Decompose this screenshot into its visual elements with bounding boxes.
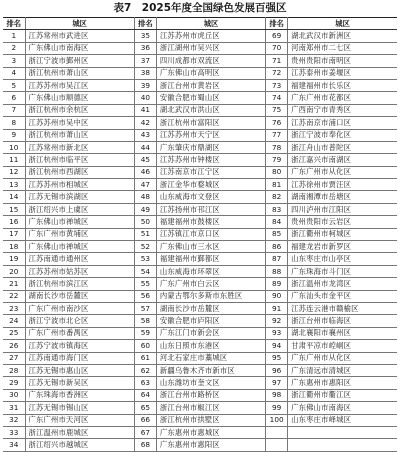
district-cell: 广东广州市从化区 bbox=[288, 352, 397, 364]
district-cell: 浙江温州市鹿城区 bbox=[25, 426, 134, 438]
district-cell: 浙江台州市临海区 bbox=[288, 315, 397, 327]
rank-cell: 39 bbox=[134, 79, 156, 91]
table-row bbox=[3, 402, 397, 414]
district-cell: 浙江杭州市拱墅区 bbox=[156, 414, 265, 426]
rank-cell: 80 bbox=[266, 166, 288, 178]
district-header: 城区 bbox=[288, 18, 397, 30]
rank-cell: 87 bbox=[266, 253, 288, 265]
rank-cell: 46 bbox=[134, 166, 156, 178]
district-cell: 湖北武汉市洪山区 bbox=[156, 104, 265, 116]
district-cell: 广东珠海市斗门区 bbox=[288, 265, 397, 277]
rank-cell: 72 bbox=[266, 67, 288, 79]
rank-cell: 6 bbox=[3, 92, 25, 104]
rank-cell: 93 bbox=[266, 327, 288, 339]
table-row bbox=[3, 228, 397, 240]
table-row bbox=[3, 389, 397, 401]
rank-cell: 48 bbox=[134, 191, 156, 203]
district-cell: 福建龙岩市新罗区 bbox=[288, 241, 397, 253]
table-row bbox=[3, 253, 397, 265]
district-cell: 江苏无锡市锡山区 bbox=[25, 402, 134, 414]
district-cell: 甘肃平凉市崆峒区 bbox=[288, 340, 397, 352]
table-row bbox=[3, 352, 397, 364]
table-title: 表7 2025年度全国绿色发展百强区 bbox=[113, 2, 287, 14]
district-cell: 广东肇庆市鼎湖区 bbox=[156, 141, 265, 153]
district-cell: 河北石家庄市藁城区 bbox=[156, 352, 265, 364]
district-cell: 江苏无锡市新吴区 bbox=[25, 377, 134, 389]
district-cell: 山东枣庄市峄城区 bbox=[288, 414, 397, 426]
rank-cell: 91 bbox=[266, 302, 288, 314]
district-cell: 浙江台州市黄岩区 bbox=[156, 79, 265, 91]
rank-cell: 32 bbox=[3, 414, 25, 426]
rank-cell: 15 bbox=[3, 203, 25, 215]
rank-cell: 16 bbox=[3, 216, 25, 228]
table-row bbox=[3, 302, 397, 314]
rank-cell: 21 bbox=[3, 278, 25, 290]
rank-cell: 41 bbox=[134, 104, 156, 116]
district-cell: 广东汕头市金平区 bbox=[288, 290, 397, 302]
district-cell: 浙江杭州市萧山区 bbox=[25, 67, 134, 79]
district-cell: 广东佛山市禅城区 bbox=[25, 216, 134, 228]
district-cell bbox=[288, 426, 397, 438]
district-cell: 广东佛山市南海区 bbox=[288, 402, 397, 414]
rank-cell: 83 bbox=[266, 203, 288, 215]
district-header: 城区 bbox=[25, 18, 134, 30]
rank-cell: 70 bbox=[266, 42, 288, 54]
rank-cell: 52 bbox=[134, 241, 156, 253]
rank-cell: 5 bbox=[3, 79, 25, 91]
rank-header: 排名 bbox=[134, 18, 156, 30]
table-row bbox=[3, 30, 397, 42]
rank-cell: 88 bbox=[266, 265, 288, 277]
district-cell: 安徽合肥市蜀山区 bbox=[156, 92, 265, 104]
rank-cell: 60 bbox=[134, 340, 156, 352]
district-cell: 广东广州市从化区 bbox=[288, 166, 397, 178]
district-cell: 山东枣庄市山亭区 bbox=[288, 253, 397, 265]
rank-cell: 54 bbox=[134, 265, 156, 277]
district-cell: 浙江台州市路桥区 bbox=[156, 389, 265, 401]
district-cell: 广西南宁市青秀区 bbox=[288, 104, 397, 116]
rank-header: 排名 bbox=[266, 18, 288, 30]
rank-cell: 81 bbox=[266, 179, 288, 191]
rank-cell: 9 bbox=[3, 129, 25, 141]
rank-cell: 28 bbox=[3, 364, 25, 376]
district-cell: 江苏连云港市赣榆区 bbox=[288, 302, 397, 314]
district-cell: 浙江舟山市普陀区 bbox=[288, 141, 397, 153]
rank-cell: 22 bbox=[3, 290, 25, 302]
rank-cell: 30 bbox=[3, 389, 25, 401]
district-cell: 江苏无锡市惠山区 bbox=[25, 364, 134, 376]
rank-cell: 26 bbox=[3, 340, 25, 352]
rank-cell: 55 bbox=[134, 278, 156, 290]
table-row bbox=[3, 315, 397, 327]
district-cell: 浙江金华市婺城区 bbox=[156, 179, 265, 191]
rank-cell: 74 bbox=[266, 92, 288, 104]
table-row bbox=[3, 278, 397, 290]
district-cell: 江苏泰州市姜堰区 bbox=[288, 67, 397, 79]
district-cell: 广东广州市番禺区 bbox=[25, 327, 134, 339]
district-cell: 江苏扬州市邗江区 bbox=[156, 203, 265, 215]
district-cell: 浙江湖州市吴兴区 bbox=[156, 42, 265, 54]
rank-cell: 71 bbox=[266, 55, 288, 67]
district-cell: 浙江衢州市柯城区 bbox=[288, 228, 397, 240]
ranking-table bbox=[3, 17, 397, 452]
rank-cell: 18 bbox=[3, 241, 25, 253]
district-cell: 广东广州市南沙区 bbox=[25, 302, 134, 314]
rank-cell: 69 bbox=[266, 30, 288, 42]
table-row bbox=[3, 414, 397, 426]
district-cell: 广东广州市白云区 bbox=[156, 278, 265, 290]
rank-cell: 64 bbox=[134, 389, 156, 401]
rank-cell: 31 bbox=[3, 402, 25, 414]
district-cell: 湖北襄阳市襄州区 bbox=[288, 327, 397, 339]
district-cell: 山东威海市环翠区 bbox=[156, 265, 265, 277]
rank-cell: 4 bbox=[3, 67, 25, 79]
rank-cell: 1 bbox=[3, 30, 25, 42]
district-cell: 浙江杭州市萧山区 bbox=[25, 129, 134, 141]
district-cell: 浙江杭州市余杭区 bbox=[25, 104, 134, 116]
rank-cell: 50 bbox=[134, 216, 156, 228]
rank-cell: 12 bbox=[3, 166, 25, 178]
district-cell: 浙江宁波市鄞州区 bbox=[25, 55, 134, 67]
rank-cell: 38 bbox=[134, 67, 156, 79]
district-cell: 浙江杭州市富阳区 bbox=[156, 117, 265, 129]
district-header: 城区 bbox=[156, 18, 265, 30]
district-cell: 浙江温州市龙湾区 bbox=[288, 278, 397, 290]
table-row bbox=[3, 377, 397, 389]
district-cell: 广东惠州市惠阳区 bbox=[156, 439, 265, 451]
rank-cell: 34 bbox=[3, 439, 25, 451]
rank-cell: 96 bbox=[266, 364, 288, 376]
table-body bbox=[3, 30, 397, 451]
table-row bbox=[3, 426, 397, 438]
rank-cell: 14 bbox=[3, 191, 25, 203]
table-row bbox=[3, 364, 397, 376]
district-cell: 四川泸州市江阳区 bbox=[288, 203, 397, 215]
district-cell: 江苏无锡市滨湖区 bbox=[25, 191, 134, 203]
district-cell: 山东潍坊市奎文区 bbox=[156, 377, 265, 389]
rank-cell: 67 bbox=[134, 426, 156, 438]
district-cell: 贵州贵阳市南明区 bbox=[288, 55, 397, 67]
table-row bbox=[3, 203, 397, 215]
rank-cell: 37 bbox=[134, 55, 156, 67]
district-cell: 浙江台州市椒江区 bbox=[156, 402, 265, 414]
rank-cell: 2 bbox=[3, 42, 25, 54]
district-cell: 广东佛山市高明区 bbox=[156, 67, 265, 79]
rank-cell: 73 bbox=[266, 79, 288, 91]
rank-cell: 56 bbox=[134, 290, 156, 302]
rank-cell: 51 bbox=[134, 228, 156, 240]
rank-cell: 20 bbox=[3, 265, 25, 277]
district-cell: 江苏南京市江宁区 bbox=[156, 166, 265, 178]
rank-cell: 92 bbox=[266, 315, 288, 327]
rank-cell: 8 bbox=[3, 117, 25, 129]
rank-cell: 95 bbox=[266, 352, 288, 364]
district-cell: 广东佛山市三水区 bbox=[156, 241, 265, 253]
rank-cell: 33 bbox=[3, 426, 25, 438]
table-row bbox=[3, 67, 397, 79]
rank-cell: 59 bbox=[134, 327, 156, 339]
district-cell: 广东珠海市香洲区 bbox=[25, 389, 134, 401]
table-row bbox=[3, 42, 397, 54]
rank-cell: 85 bbox=[266, 228, 288, 240]
rank-cell bbox=[266, 426, 288, 438]
rank-cell: 19 bbox=[3, 253, 25, 265]
district-cell: 浙江杭州市西湖区 bbox=[25, 166, 134, 178]
rank-cell: 17 bbox=[3, 228, 25, 240]
district-cell bbox=[288, 439, 397, 451]
rank-cell: 65 bbox=[134, 402, 156, 414]
rank-cell: 76 bbox=[266, 117, 288, 129]
district-cell: 广东广州市天河区 bbox=[25, 414, 134, 426]
district-cell: 浙江杭州市临平区 bbox=[25, 154, 134, 166]
rank-cell: 78 bbox=[266, 141, 288, 153]
district-cell: 江苏宁波市镇海区 bbox=[25, 340, 134, 352]
district-cell: 浙江绍兴市越城区 bbox=[25, 439, 134, 451]
rank-cell: 23 bbox=[3, 302, 25, 314]
rank-cell: 62 bbox=[134, 364, 156, 376]
district-cell: 浙江宁波市北仑区 bbox=[25, 315, 134, 327]
rank-cell bbox=[266, 439, 288, 451]
table-row bbox=[3, 92, 397, 104]
district-cell: 江苏南通市通州区 bbox=[25, 253, 134, 265]
district-cell: 广东佛山市南海区 bbox=[25, 42, 134, 54]
district-cell: 湖南长沙市岳麓区 bbox=[25, 290, 134, 302]
table-row bbox=[3, 327, 397, 339]
district-cell: 江苏南通市海门区 bbox=[25, 352, 134, 364]
district-cell: 江苏常州市新北区 bbox=[25, 141, 134, 153]
rank-cell: 25 bbox=[3, 327, 25, 339]
district-cell: 福建福州市长乐区 bbox=[288, 79, 397, 91]
rank-cell: 43 bbox=[134, 129, 156, 141]
rank-cell: 49 bbox=[134, 203, 156, 215]
table-row bbox=[3, 104, 397, 116]
district-cell: 广东惠州市惠城区 bbox=[156, 426, 265, 438]
district-cell: 贵州贵阳市云岩区 bbox=[288, 216, 397, 228]
rank-cell: 3 bbox=[3, 55, 25, 67]
district-cell: 江苏苏州市姑苏区 bbox=[25, 265, 134, 277]
district-cell: 江苏苏州市天宁区 bbox=[156, 129, 265, 141]
header-row bbox=[3, 18, 397, 30]
district-cell: 河南郑州市二七区 bbox=[288, 42, 397, 54]
district-cell: 内蒙古鄂尔多斯市东胜区 bbox=[156, 290, 265, 302]
rank-cell: 82 bbox=[266, 191, 288, 203]
rank-cell: 7 bbox=[3, 104, 25, 116]
rank-cell: 13 bbox=[3, 179, 25, 191]
table-row bbox=[3, 129, 397, 141]
district-cell: 广东佛山市顺德区 bbox=[25, 92, 134, 104]
rank-cell: 90 bbox=[266, 290, 288, 302]
rank-cell: 84 bbox=[266, 216, 288, 228]
rank-cell: 24 bbox=[3, 315, 25, 327]
district-cell: 江苏苏州市相城区 bbox=[25, 179, 134, 191]
district-cell: 福建福州市鼓楼区 bbox=[156, 216, 265, 228]
rank-cell: 97 bbox=[266, 377, 288, 389]
district-cell: 江苏镇江市京口区 bbox=[156, 228, 265, 240]
rank-cell: 10 bbox=[3, 141, 25, 153]
district-cell: 广东江门市新会区 bbox=[156, 327, 265, 339]
rank-cell: 35 bbox=[134, 30, 156, 42]
district-cell: 湖北武汉市新洲区 bbox=[288, 30, 397, 42]
rank-cell: 94 bbox=[266, 340, 288, 352]
rank-cell: 63 bbox=[134, 377, 156, 389]
district-cell: 江苏南京市浦口区 bbox=[288, 117, 397, 129]
table-row bbox=[3, 191, 397, 203]
district-cell: 广东广州市黄埔区 bbox=[25, 228, 134, 240]
rank-header: 排名 bbox=[3, 18, 25, 30]
district-cell: 浙江嘉兴市南湖区 bbox=[288, 154, 397, 166]
table-row bbox=[3, 439, 397, 451]
district-cell: 广东惠州市惠阳区 bbox=[288, 377, 397, 389]
district-cell: 新疆乌鲁木齐市新市区 bbox=[156, 364, 265, 376]
rank-cell: 79 bbox=[266, 154, 288, 166]
district-cell: 江苏徐州市贾汪区 bbox=[288, 179, 397, 191]
table-row bbox=[3, 340, 397, 352]
district-cell: 广东广州市花都区 bbox=[288, 92, 397, 104]
district-cell: 湖南长沙市岳麓区 bbox=[156, 302, 265, 314]
rank-cell: 61 bbox=[134, 352, 156, 364]
table-row bbox=[3, 216, 397, 228]
rank-cell: 44 bbox=[134, 141, 156, 153]
rank-cell: 75 bbox=[266, 104, 288, 116]
table-row bbox=[3, 154, 397, 166]
table-row bbox=[3, 117, 397, 129]
rank-cell: 99 bbox=[266, 402, 288, 414]
rank-cell: 45 bbox=[134, 154, 156, 166]
rank-cell: 27 bbox=[3, 352, 25, 364]
district-cell: 江苏苏州市钟楼区 bbox=[156, 154, 265, 166]
rank-cell: 47 bbox=[134, 179, 156, 191]
district-cell: 江苏苏州市吴江区 bbox=[25, 79, 134, 91]
table-row bbox=[3, 55, 397, 67]
table-row bbox=[3, 241, 397, 253]
district-cell: 福建福州市鄞都区 bbox=[156, 253, 265, 265]
district-cell: 广东清远市清城区 bbox=[288, 364, 397, 376]
table-row bbox=[3, 265, 397, 277]
table-row bbox=[3, 141, 397, 153]
district-cell: 浙江杭州市滨江区 bbox=[25, 278, 134, 290]
rank-cell: 29 bbox=[3, 377, 25, 389]
district-cell: 浙江绍兴市上虞区 bbox=[25, 203, 134, 215]
rank-cell: 36 bbox=[134, 42, 156, 54]
table-row bbox=[3, 179, 397, 191]
rank-cell: 86 bbox=[266, 241, 288, 253]
district-cell: 浙江衢州市衢江区 bbox=[288, 389, 397, 401]
rank-cell: 57 bbox=[134, 302, 156, 314]
rank-cell: 68 bbox=[134, 439, 156, 451]
district-cell: 江苏苏州市虎丘区 bbox=[156, 30, 265, 42]
rank-cell: 89 bbox=[266, 278, 288, 290]
rank-cell: 66 bbox=[134, 414, 156, 426]
district-cell: 江苏苏州市吴中区 bbox=[25, 117, 134, 129]
rank-cell: 42 bbox=[134, 117, 156, 129]
table-row bbox=[3, 79, 397, 91]
rank-cell: 11 bbox=[3, 154, 25, 166]
rank-cell: 58 bbox=[134, 315, 156, 327]
table-row bbox=[3, 166, 397, 178]
district-cell: 安徽合肥市庐阳区 bbox=[156, 315, 265, 327]
district-cell: 湖南湘潭市岳塘区 bbox=[288, 191, 397, 203]
district-cell: 山东威海市文登区 bbox=[156, 191, 265, 203]
rank-cell: 53 bbox=[134, 253, 156, 265]
district-cell: 山东日照市东港区 bbox=[156, 340, 265, 352]
district-cell: 四川成都市双流区 bbox=[156, 55, 265, 67]
rank-cell: 98 bbox=[266, 389, 288, 401]
rank-cell: 40 bbox=[134, 92, 156, 104]
rank-cell: 100 bbox=[266, 414, 288, 426]
rank-cell: 77 bbox=[266, 129, 288, 141]
district-cell: 浙江宁波市奉化区 bbox=[288, 129, 397, 141]
table-row bbox=[3, 290, 397, 302]
district-cell: 广东佛山市禅城区 bbox=[25, 241, 134, 253]
district-cell: 江苏常州市武进区 bbox=[25, 30, 134, 42]
